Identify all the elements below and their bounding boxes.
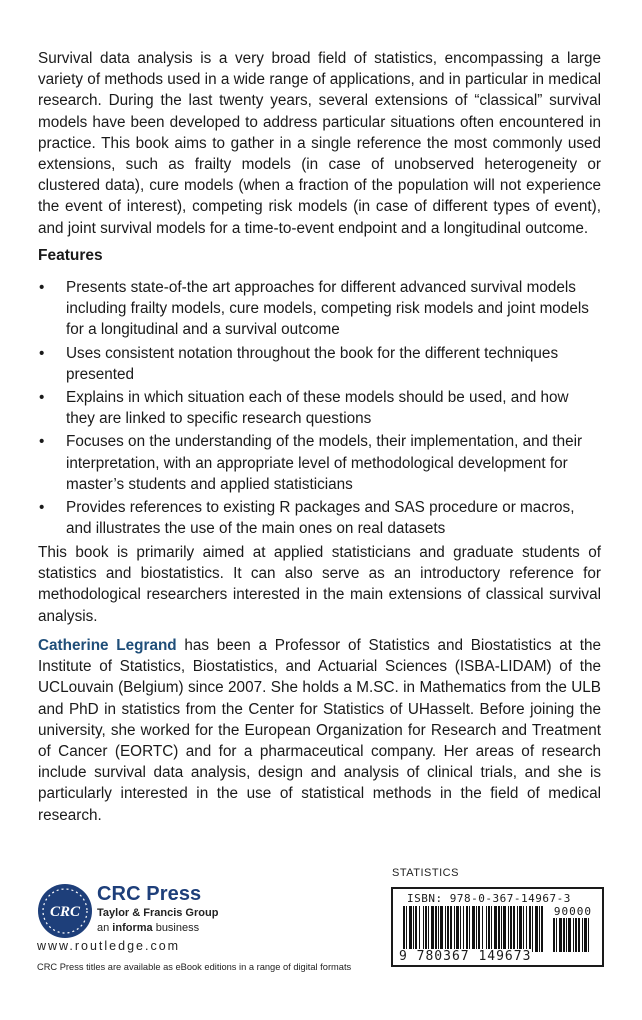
list-item (38, 277, 598, 341)
feature-text: Provides references to existing R packages and SAS procedure or macros, and illustrates the use of the main ones on real datasets (66, 499, 575, 538)
author-name: Catherine Legrand (38, 637, 177, 654)
author-bio (38, 635, 601, 826)
category-label: STATISTICS (392, 867, 459, 879)
features-heading: Features (38, 247, 103, 264)
bullet-icon: • (39, 499, 45, 517)
publisher-name: CRC Press (97, 883, 202, 905)
features-list (38, 277, 598, 541)
feature-text: Uses consistent notation throughout the book for the different techniques presented (66, 344, 559, 383)
description-paragraph: Survival data analysis is a very broad field of statistics, encompassing a large variety of methods used in a wide range of applications, and in particular in medical research. During the last twenty years, several extensions of “classical” survival models have been developed to address particular situations often encountered in practice. This book aims to gather in a single reference the most commonly used extensions, such as frailty models (in case of unobserved heterogeneity or clustered data), cure models (when a fraction of the population will not experience the event of interest), competing risk models (in case of different types of event), and joint survival models for a time-to-event endpoint and a longitudinal outcome. (38, 50, 601, 237)
list-item (38, 387, 598, 429)
informa-tagline (97, 922, 199, 934)
informa-word: informa (112, 922, 153, 934)
bullet-icon: • (39, 279, 45, 296)
bullet-icon: • (39, 433, 45, 451)
barcode-digits: 9 780367 149673 (399, 949, 532, 964)
ebook-note: CRC Press titles are available as eBook editions in a range of digital formats (37, 962, 352, 972)
informa-suffix: business (152, 922, 200, 934)
list-item (38, 497, 598, 539)
feature-text: Focuses on the understanding of the models, their implementation, and their interpretation, with an appropriate level of methodological development for master’s students and applied statisticians (66, 433, 583, 493)
isbn-barcode (391, 887, 604, 967)
bio-text: has been a Professor of Statistics and Biostatistics at the Institute of Statistics, Biostatistics, and Actuarial Sciences (ISBA-LIDAM) of the UCLouvain (Belgium) since 2007. She holds a M.SC. in Mathematics from the ULB and PhD in statistics from the Center for Statistics of UHasselt. Before joining the university, she worked for the European Organization for Research and Treatment of Cancer (EORTC) and for a pharmaceutical company. Her areas of research include survival data analysis, design and analysis of clinical trials, and she is particularly interested in the use of statistical methods in the field of medical research. (38, 637, 601, 824)
isbn-label: ISBN: 978-0-367-14967-3 (407, 892, 571, 905)
audience-paragraph: This book is primarily aimed at applied statisticians and graduate students of statistics and biostatistics. It can also serve as an introductory reference for methodological researchers interested in the main extensions of classical survival analysis. (38, 544, 601, 625)
publisher-group: Taylor & Francis Group (97, 907, 219, 919)
feature-text: Presents state-of-the art approaches for different advanced survival models including frailty models, cure models, competing risk models and joint models for a longitudinal and a survival outcome (66, 279, 589, 339)
bullet-icon: • (39, 344, 45, 362)
publisher-url: www.routledge.com (37, 939, 181, 953)
crc-logo-icon (37, 883, 93, 939)
list-item (38, 431, 598, 495)
informa-prefix: an (97, 922, 113, 934)
crc-logo-text: CRC (49, 904, 81, 920)
feature-text: Explains in which situation each of these models should be used, and how they are linked to specific research questions (66, 389, 569, 428)
bullet-icon: • (39, 389, 45, 407)
list-item (38, 343, 598, 385)
isbn-addon: 90000 (553, 905, 592, 918)
